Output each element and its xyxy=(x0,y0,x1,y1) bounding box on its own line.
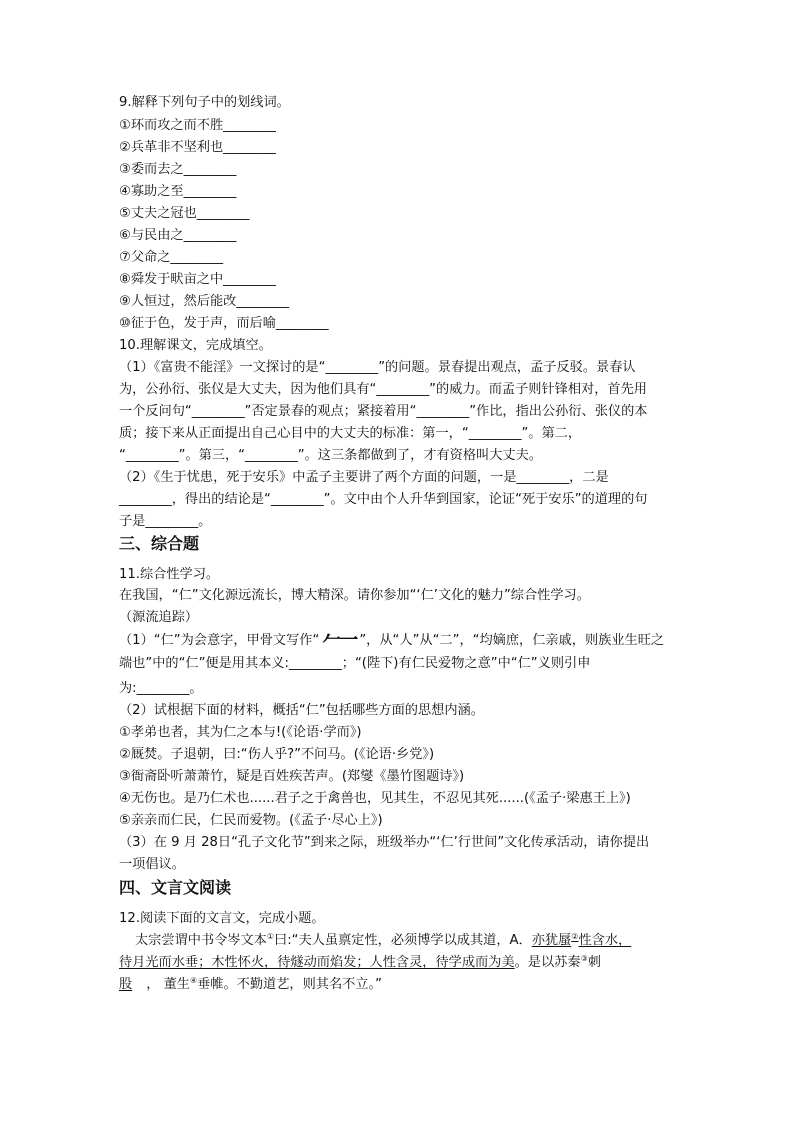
q12-passage-line2: 待月光而水垂；木性怀火，待燧动而焰发；人性含灵，待学成而为美。是以苏秦③刺 xyxy=(119,954,601,970)
answer-blank[interactable]: ________ xyxy=(183,228,237,243)
q11-subheading: （源流追踪） xyxy=(119,610,199,625)
answer-blank[interactable]: ________ xyxy=(416,404,470,419)
answer-blank[interactable]: ________ xyxy=(125,448,179,463)
q9-item-1: ①环而攻之而不胜________ xyxy=(119,118,276,133)
answer-blank[interactable]: ________ xyxy=(325,360,379,375)
q12-title: 12.阅读下面的文言文，完成小题。 xyxy=(119,911,325,926)
answer-blank[interactable]: ________ xyxy=(223,272,276,287)
q11-p1-line2: 端也”中的“仁”便是用其本义:________；“(陛下)有仁民爱物之意”中“仁”义则引申 xyxy=(119,656,591,671)
answer-blank[interactable]: ________ xyxy=(136,681,190,696)
q10-p1-line3: 一个反问句“________”否定景春的观点；紧接着用“________”作比，指出公孙衍、张仪的本 xyxy=(119,404,648,419)
q11-p2: （2）试根据下面的材料，概括“仁”包括哪些方面的思想内涵。 xyxy=(119,703,484,718)
footnote-marker: ② xyxy=(571,932,579,941)
q10-p1-line4: 质；接下来从正面提出自己心目中的大丈夫的标准：第一，“________”。第二， xyxy=(119,426,582,441)
q11-material-4: ④无伤也。是乃仁术也......君子之于禽兽也，见其生，不忍见其死......(《孟子·梁惠王上》) xyxy=(119,791,631,806)
footnote-marker: ④ xyxy=(189,976,198,985)
q9-item-3: ③委而去之________ xyxy=(119,162,237,177)
q12-passage-line3: 股 ， 董生④垂帷。不勤道艺，则其名不立。” xyxy=(119,976,382,992)
q9-item-9: ⑨人恒过，然后能改________ xyxy=(119,294,290,309)
answer-blank[interactable]: ________ xyxy=(275,316,329,331)
q11-material-1: ①孝弟也者，其为仁之本与!(《论语·学而》) xyxy=(119,725,362,740)
q11-p1-line1: （1）“仁”为会意字，甲骨文写作“ 𠂉一 ”，从“人”从“二”，“均嫡庶，仁亲戚，则族业生旺之 xyxy=(119,629,665,651)
q9-item-8: ⑧舜发于畎亩之中________ xyxy=(119,272,276,287)
q10-p1-line1: （1）《富贵不能淫》一文探讨的是“________”的问题。景春提出观点，孟子反驳。景春认 xyxy=(119,360,636,375)
q10-p2-line3: 子是________。 xyxy=(119,514,212,529)
q10-p1-line5: “________”。第三，“________”。这三条都做到了，才有资格叫大丈夫。 xyxy=(119,448,542,463)
answer-blank[interactable]: ________ xyxy=(516,470,570,485)
q11-intro: 在我国，“仁”文化源远流长，博大精深。请你参加“‘仁’文化的魅力”综合性学习。 xyxy=(119,588,590,603)
answer-blank[interactable]: ________ xyxy=(289,656,342,671)
answer-blank[interactable]: ________ xyxy=(145,514,199,529)
q11-material-2: ②厩焚。子退朝，曰:“伤人乎?”不问马。(《论语·乡党》) xyxy=(119,747,435,762)
q9-item-7: ⑦父命之________ xyxy=(119,250,224,265)
q9-item-4: ④寡助之至________ xyxy=(119,184,237,199)
q11-p3-line1: （3）在 9 月 28日“孔子文化节”到来之际，班级举办“‘仁’行世间”文化传承活动，请你提出 xyxy=(119,835,650,850)
q12-passage-line1: 太宗尝谓中书令岑文本①曰:“夫人虽禀定性，必须博学以成其道，A．亦犹蜃②性含水， xyxy=(135,932,632,948)
q10-title: 10.理解课文，完成填空。 xyxy=(119,338,272,353)
q9-item-10: ⑩征于色，发于声，而后喻________ xyxy=(119,316,329,331)
q11-material-5: ⑤亲亲而仁民，仁民而爱物。(《孟子·尽心上》) xyxy=(119,813,383,828)
answer-blank[interactable]: ________ xyxy=(245,448,298,463)
q11-p1-line3: 为:________。 xyxy=(119,681,203,696)
answer-blank[interactable]: ________ xyxy=(191,404,245,419)
section-heading-4: 四、文言文阅读 xyxy=(119,878,232,897)
q10-p2-line1: （2）《生于忧患，死于安乐》中孟子主要讲了两个方面的问题，一是________，二是 xyxy=(119,470,609,485)
answer-blank[interactable]: ________ xyxy=(376,382,430,397)
answer-blank[interactable]: ________ xyxy=(119,492,172,507)
underlined-text: 待月光而水垂；木性怀火，待燧动而焰发；人性含灵，待学成而为美 xyxy=(119,955,515,970)
q10-p2-line2: ________，得出的结论是“________”。文中由个人升华到国家，论证“死于安乐”的道理的句 xyxy=(119,492,648,507)
q10-p1-line2: 为，公孙衍、张仪是大丈夫，因为他们具有“________”的威力。而孟子则针锋相对，首先用 xyxy=(119,382,647,397)
answer-blank[interactable]: ________ xyxy=(468,426,522,441)
answer-blank[interactable]: ________ xyxy=(183,162,237,177)
answer-blank[interactable]: ________ xyxy=(223,118,276,133)
answer-blank[interactable]: ________ xyxy=(183,184,237,199)
q9-item-5: ⑤丈夫之冠也________ xyxy=(119,206,250,221)
q9-item-6: ⑥与民由之________ xyxy=(119,228,237,243)
section-heading-3: 三、综合题 xyxy=(119,534,200,553)
underlined-text: 亦犹蜃 xyxy=(531,933,572,948)
q11-p3-line2: 一项倡议。 xyxy=(119,857,185,872)
footnote-marker: ① xyxy=(266,932,275,941)
oracle-bone-character: 𠂉一 xyxy=(322,629,357,651)
q9-item-2: ②兵革非不坚利也________ xyxy=(119,140,276,155)
answer-blank[interactable]: ________ xyxy=(196,206,250,221)
answer-blank[interactable]: ________ xyxy=(236,294,290,309)
answer-blank[interactable]: ________ xyxy=(223,140,276,155)
q11-material-3: ③衙斋卧听萧萧竹，疑是百姓疾苦声。(郑燮《墨竹图题诗》) xyxy=(119,769,465,784)
answer-blank[interactable]: ________ xyxy=(270,492,324,507)
underlined-text: 股 xyxy=(119,977,133,992)
q11-title: 11.综合性学习。 xyxy=(119,567,220,582)
answer-blank[interactable]: ________ xyxy=(170,250,224,265)
underlined-text: 性含水， xyxy=(578,933,632,948)
footnote-marker: ③ xyxy=(580,954,588,963)
q9-title: 9.解释下列句子中的划线词。 xyxy=(119,95,290,110)
